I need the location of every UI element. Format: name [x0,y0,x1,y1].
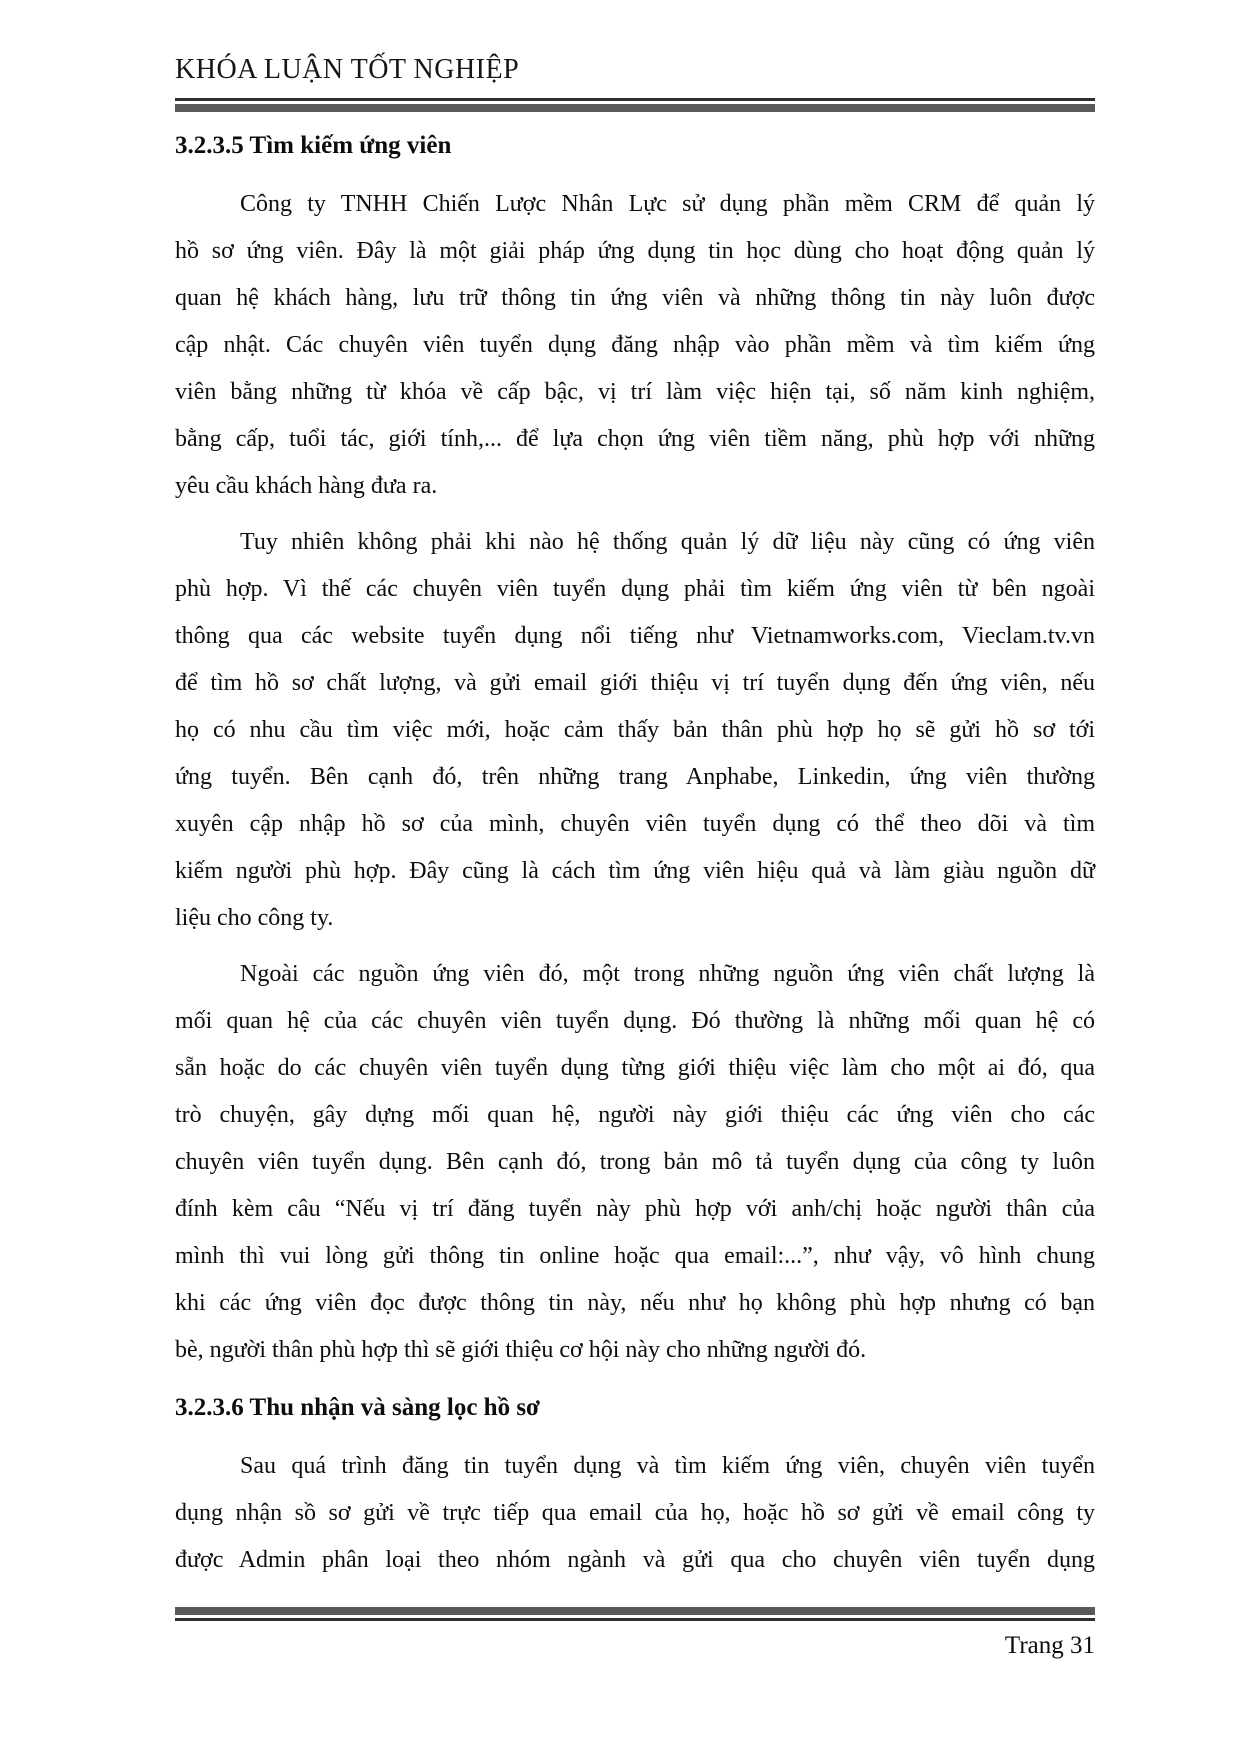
paragraph-line: quan hệ khách hàng, lưu trữ thông tin ứng viên và những thông tin này luôn được [175,285,1095,311]
footer-rule-thin [175,1618,1095,1621]
paragraph-line: hồ sơ ứng viên. Đây là một giải pháp ứng dụng tin học dùng cho hoạt động quản lý [175,238,1095,264]
paragraph-line: yêu cầu khách hàng đưa ra. [175,473,438,499]
page-title: KHÓA LUẬN TỐT NGHIỆP [175,54,520,85]
page-content [175,52,1095,1593]
paragraph [175,519,1095,942]
paragraph [175,181,1095,510]
paragraph [175,1443,1095,1584]
paragraph-line: khi các ứng viên đọc được thông tin này, nếu như họ không phù hợp nhưng có bạn [175,1290,1095,1316]
paragraph-line: sẵn hoặc do các chuyên viên tuyển dụng từng giới thiệu việc làm cho một ai đó, qua [175,1055,1095,1081]
paragraph-line: phù hợp. Vì thế các chuyên viên tuyển dụng phải tìm kiếm ứng viên từ bên ngoài [175,576,1095,602]
page-header [175,52,1095,112]
paragraph-line: Công ty TNHH Chiến Lược Nhân Lực sử dụng phần mềm CRM để quản lý [240,191,1095,217]
paragraph-line: viên bằng những từ khóa về cấp bậc, vị trí làm việc hiện tại, số năm kinh nghiệm, [175,379,1095,405]
paragraph-line: bè, người thân phù hợp thì sẽ giới thiệu cơ hội này cho những người đó. [175,1337,867,1363]
section-heading: 3.2.3.6 Thu nhận và sàng lọc hồ sơ [175,1394,540,1421]
paragraph [175,951,1095,1374]
paragraph-line: mình thì vui lòng gửi thông tin online hoặc qua email:...”, như vậy, vô hình chung [175,1243,1095,1269]
paragraph-line: trò chuyện, gây dựng mối quan hệ, người này giới thiệu các ứng viên cho các [175,1102,1095,1128]
paragraph-line: chuyên viên tuyển dụng. Bên cạnh đó, trong bản mô tả tuyển dụng của công ty luôn [175,1149,1095,1175]
paragraph-line: đính kèm câu “Nếu vị trí đăng tuyển này phù hợp với anh/chị hoặc người thân của [175,1196,1095,1222]
paragraph-line: họ có nhu cầu tìm việc mới, hoặc cảm thấy bản thân phù hợp họ sẽ gửi hồ sơ tới [175,717,1095,743]
section-heading: 3.2.3.5 Tìm kiếm ứng viên [175,132,452,159]
paragraph-line: kiếm người phù hợp. Đây cũng là cách tìm ứng viên hiệu quả và làm giàu nguồn dữ [175,858,1095,884]
paragraph-line: Ngoài các nguồn ứng viên đó, một trong những nguồn ứng viên chất lượng là [240,961,1095,987]
paragraph-line: được Admin phân loại theo nhóm ngành và gửi qua cho chuyên viên tuyển dụng [175,1547,1095,1573]
paragraph-line: ứng tuyển. Bên cạnh đó, trên những trang Anphabe, Linkedin, ứng viên thường [175,764,1095,790]
paragraph-line: xuyên cập nhập hồ sơ của mình, chuyên viên tuyển dụng có thể theo dõi và tìm [175,811,1095,837]
paragraph-line: cập nhật. Các chuyên viên tuyển dụng đăng nhập vào phần mềm và tìm kiếm ứng [175,332,1095,358]
document-body [175,122,1095,1584]
paragraph-line: Tuy nhiên không phải khi nào hệ thống quản lý dữ liệu này cũng có ứng viên [240,529,1095,555]
header-rule-thick [175,104,1095,112]
paragraph-line: liệu cho công ty. [175,905,334,931]
paragraph-line: mối quan hệ của các chuyên viên tuyển dụng. Đó thường là những mối quan hệ có [175,1008,1095,1034]
footer-rule-thick [175,1607,1095,1615]
page-footer [175,1607,1095,1663]
paragraph-line: để tìm hồ sơ chất lượng, và gửi email giới thiệu vị trí tuyển dụng đến ứng viên, nếu [175,670,1095,696]
paragraph-line: dụng nhận sồ sơ gửi về trực tiếp qua email của họ, hoặc hồ sơ gửi về email công ty [175,1500,1095,1526]
header-rule-thin [175,98,1095,101]
paragraph-line: Sau quá trình đăng tin tuyển dụng và tìm kiếm ứng viên, chuyên viên tuyển [240,1453,1095,1479]
paragraph-line: bằng cấp, tuổi tác, giới tính,... để lựa chọn ứng viên tiềm năng, phù hợp với những [175,426,1095,452]
page-number: Trang 31 [1004,1632,1095,1659]
paragraph-line: thông qua các website tuyển dụng nổi tiếng như Vietnamworks.com, Vieclam.tv.vn [175,623,1095,649]
